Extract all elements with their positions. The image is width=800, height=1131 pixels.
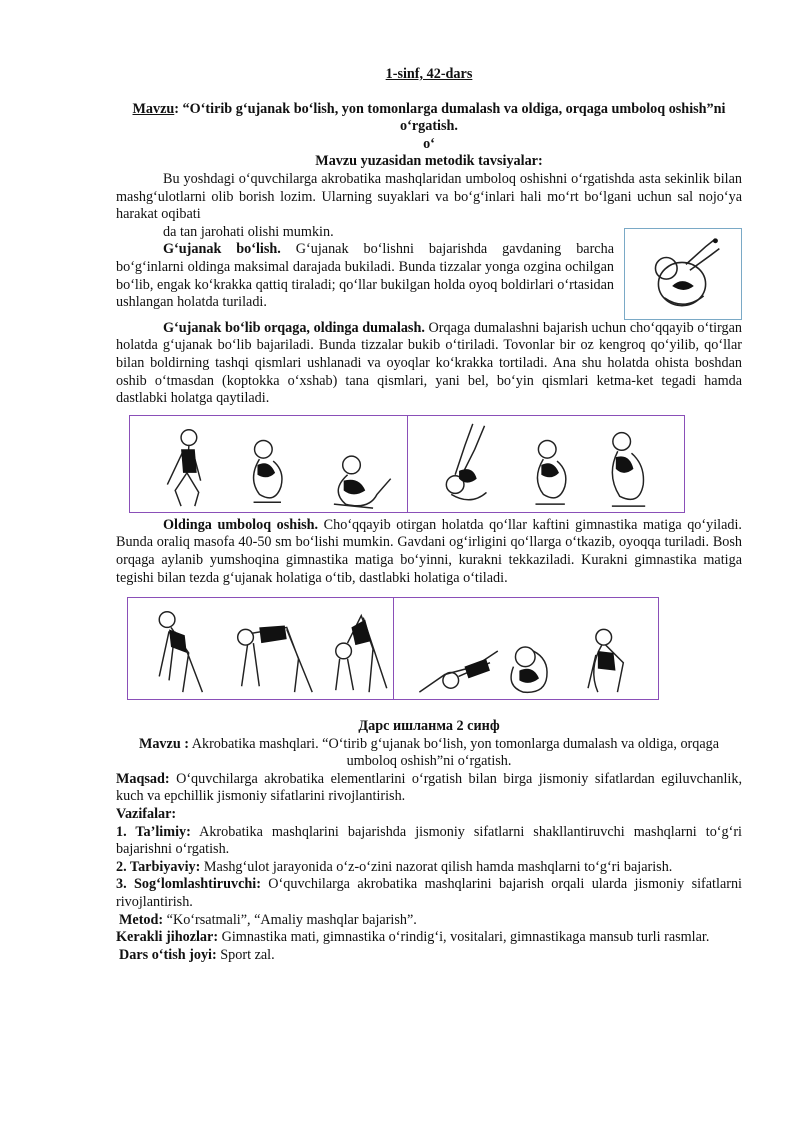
plan-method-label: Metod: [119, 911, 164, 928]
plan-method [116, 912, 742, 930]
roll-sequence-figure [129, 415, 685, 513]
roll-sequence-left [130, 416, 407, 512]
roll-paragraph [116, 320, 742, 408]
plan-title: Дарс ишланма 2 синф [358, 718, 500, 735]
plan-task-1 [116, 824, 742, 859]
forward-roll-figure [127, 597, 659, 700]
tuck-text: G‘ujanak bo‘lishni bajarishda gavdaning barcha bo‘g‘inlarni oldinga maksimal darajada bukiladi. Bunda tizzalar yonga ozgina ochilgan bo‘lib, engak ko‘krakka qattiq tiraladi; qo‘llar bukilgan holda oyoq boldirlari o‘rtasidan ushlangan holatda turiladi. [116, 241, 614, 311]
plan-equipment-label: Kerakli jihozlar: [116, 929, 219, 946]
plan-place [116, 947, 742, 965]
topic-text: : “O‘tirib g‘ujanak bo‘lish, yon tomonlarga dumalash va oldiga, orqaga umboloq oshish”ni o‘rgatish. [174, 100, 726, 135]
forward-roll-right [393, 598, 659, 699]
forward-roll-heading: Oldinga umboloq oshish. [163, 516, 319, 533]
plan-tasks [116, 806, 742, 824]
roll-heading: G‘ujanak bo‘lib orqaga, oldinga dumalash. [163, 319, 425, 336]
plan-method-text: “Ko‘rsatmali”, “Amaliy mashqlar bajarish”. [163, 911, 417, 928]
forward-roll-left [128, 598, 393, 699]
plan-task-2 [116, 859, 742, 877]
plan-equipment [116, 929, 742, 947]
forward-roll-right-art [394, 598, 659, 699]
plan-equipment-text: Gimnastika mati, gimnastika o‘rindig‘i, vositalari, gimnastikaga mansub turli rasmlar. [218, 929, 710, 946]
roll-sequence-right-art [408, 416, 685, 512]
plan-topic-label: Mavzu : [138, 735, 189, 752]
plan-goal-text: O‘quvchilarga akrobatika elementlarini o‘rgatish bilan birga jismoniy sifatlardan egiluvchanlik, kuch va epchillik jismoniy sifatlarini rivojlantirish. [116, 770, 742, 805]
plan-place-text: Sport zal. [216, 946, 275, 963]
plan-task-3-label: 3. Sog‘lomlashtiruvchi: [116, 876, 261, 893]
plan-task-3-text: O‘quvchilarga akrobatika mashqlarini bajarish orqali ularda jismoniy sifatlarni rivojlantirish. [116, 876, 742, 911]
forward-roll-left-art [128, 598, 393, 699]
document-page [116, 66, 742, 964]
intro-paragraph: Bu yoshdagi o‘quvchilarga akrobatika mashqlaridan umboloq oshishni o‘rgatishda asta sekinlik bilan mashg‘ulotlarni olib borish lozim. Ularning suyaklari va bo‘g‘inlari hali mo‘rt bo‘lgani uchun sal nojo‘ya harakat oqibati [116, 170, 742, 223]
plan-goal [116, 771, 742, 806]
plan-tasks-label: Vazifalar: [116, 806, 177, 823]
lesson-heading: 1-sinf, 42-dars [385, 66, 473, 82]
plan-topic [116, 736, 742, 771]
plan-task-3 [116, 876, 742, 911]
topic-label: Mavzu [132, 100, 175, 117]
plan-task-2-label: 2. Tarbiyaviy: [116, 858, 201, 875]
tuck-illustration [625, 229, 741, 319]
plan-task-2-text: Mashg‘ulot jarayonida o‘z-o‘zini nazorat qilish hamda mashqlarni to‘g‘ri bajarish. [200, 858, 673, 875]
plan-goal-label: Maqsad: [116, 770, 170, 787]
topic-line [116, 101, 742, 136]
forward-roll-paragraph [116, 517, 742, 587]
intro-continuation: da tan jarohati olishi mumkin. [163, 223, 334, 240]
roll-text: Orqaga dumalashni bajarish uchun cho‘qqayib o‘tirgan holatda g‘ujanak bo‘lib bajariladi. Bunda tizzalar bukib o‘tiriladi. Tovonlar bir oz kengroq qo‘yilib, qo‘llar bilan boldirning tashqi qismlari ushlanadi va oyoqlar ko‘krakka tortiladi. Ana shu holatda ohista boshdan oshib o‘tmasdan (koptokka o‘xshab) tana qismlari, yani bel, bo‘yin qismlari ketma-ket tegadi hamda dastlabki holatga qaytiladi. [116, 319, 742, 407]
tuck-figure [624, 228, 742, 320]
roll-sequence-left-art [130, 416, 407, 512]
guidelines-subtitle: Mavzu yuzasidan metodik tavsiyalar: [315, 153, 543, 170]
plan-place-label: Dars o‘tish joyi: [119, 946, 217, 963]
stray-mark: o‘ [423, 135, 435, 152]
forward-roll-text: Cho‘qqayib otirgan holatda qo‘llar kaftini gimnastika matiga qo‘yiladi. Bunda oraliq masofa 40-50 sm bo‘lishi mumkin. Gavdani og‘irligini qo‘llarga o‘tkazib, oyoqqa turiladi. Bosh orqaga aylanib yumshoqina gimnastika matiga bo‘yinni, kurakni tekkaziladi. Kurakni gimnastika matiga tegishi bilan tezda g‘ujanak holatiga o‘tib, dastlabki holatiga o‘tiladi. [116, 516, 742, 586]
plan-task-1-label: 1. Ta’limiy: [116, 823, 191, 840]
plan-topic-text: Akrobatika mashqlari. “O‘tirib g‘ujanak bo‘lish, yon tomonlarga dumalash va oldiga, orqaga umboloq oshish”ni o‘rgatish. [188, 735, 720, 770]
lesson-plan [116, 736, 742, 965]
roll-sequence-right [407, 416, 685, 512]
plan-task-1-text: Akrobatika mashqlarini bajarishda jismoniy sifatlarni shakllantiruvchi mashqlarni to‘g‘ri bajarishni o‘rgatish. [116, 823, 743, 858]
tuck-heading: G‘ujanak bo‘lish. [163, 241, 281, 258]
